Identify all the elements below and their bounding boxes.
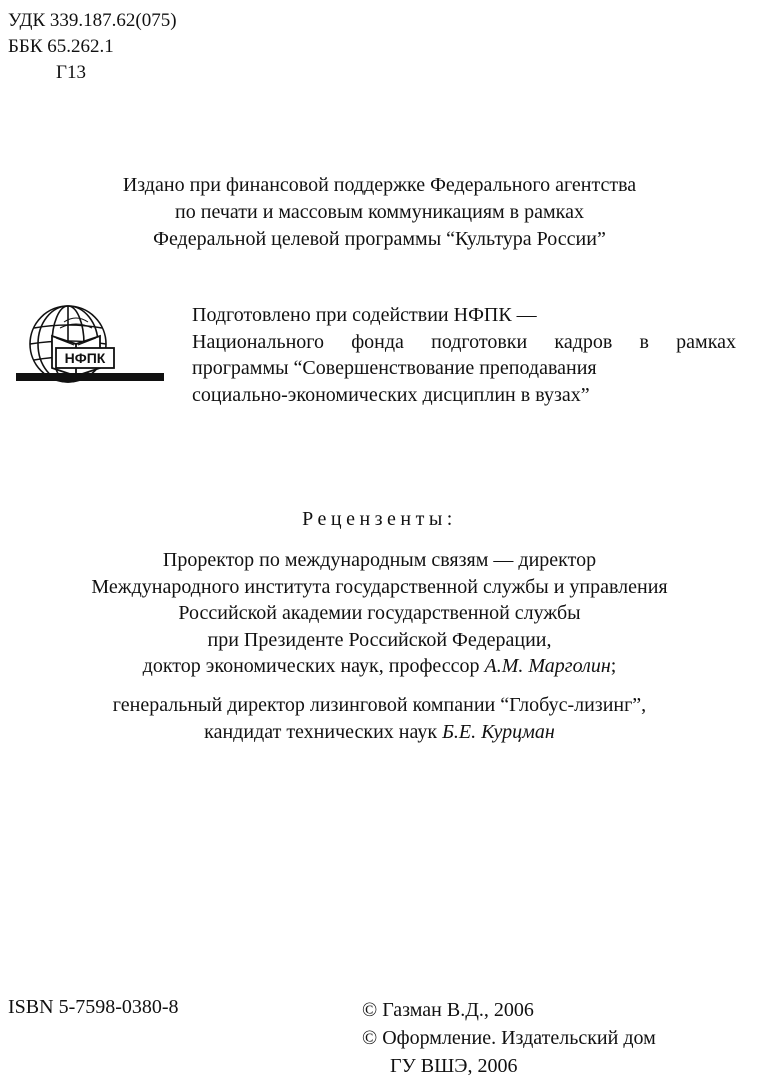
copyright-line-3: ГУ ВШЭ, 2006 [390,1055,518,1077]
bbk-code: ББК 65.262.1 [8,36,114,57]
reviewer1-name: А.М. Марголин [484,655,611,677]
funding-line-1: Издано при финансовой поддержке Федерального агентства [122,174,637,196]
prepared-line-1: Подготовлено при содействии НФПК — [192,304,537,326]
prepared-note [192,302,736,408]
reviewer1-line-4: при Президенте Российской Федерации, [207,628,552,651]
reviewer2-line-1: генеральный директор лизинговой компании “Глобус-лизинг”, [112,694,647,716]
reviewers-heading: Рецензенты: [302,508,457,530]
logo-text: НФПК [64,350,106,366]
reviewer2-name: Б.Е. Курцман [442,720,555,743]
reviewer1-suffix: ; [610,655,617,677]
reviewer2-title: кандидат технических наук [204,720,443,743]
isbn: ISBN 5-7598-0380-8 [8,996,179,1018]
classification-block [8,8,177,86]
reviewer1-line-2: Международного института государственной службы и управления [91,575,668,598]
reviewer1-line-5 [0,653,759,680]
reviewer1-title: доктор экономических наук, профессор [142,655,485,677]
reviewer1-line-1: Проректор по международным связям — директор [162,549,597,571]
author-mark: Г13 [56,62,86,83]
nfpk-globe-book-icon [16,298,164,398]
prepared-line-3: программы “Совершенствование преподавания [192,357,597,379]
funding-line-3: Федеральной целевой программы “Культура России” [153,228,606,250]
udk-code: УДК 339.187.62(075) [8,10,177,31]
copyright-line-1: © Газман В.Д., 2006 [362,999,534,1021]
copyright-block [362,996,656,1080]
reviewer-1 [0,547,759,680]
funding-note [0,172,759,253]
reviewer1-line-3: Российской академии государственной службы [178,602,581,624]
prepared-line-2: Национального фонда подготовки кадров в рамках [192,330,736,353]
reviewer-2 [0,692,759,745]
reviewer2-line-2 [0,719,759,746]
copyright-line-2: © Оформление. Издательский дом [362,1027,656,1049]
nfpk-logo [16,298,164,398]
prepared-line-4: социально-экономических дисциплин в вузах” [192,383,590,406]
funding-line-2: по печати и массовым коммуникациям в рамках [175,201,584,223]
